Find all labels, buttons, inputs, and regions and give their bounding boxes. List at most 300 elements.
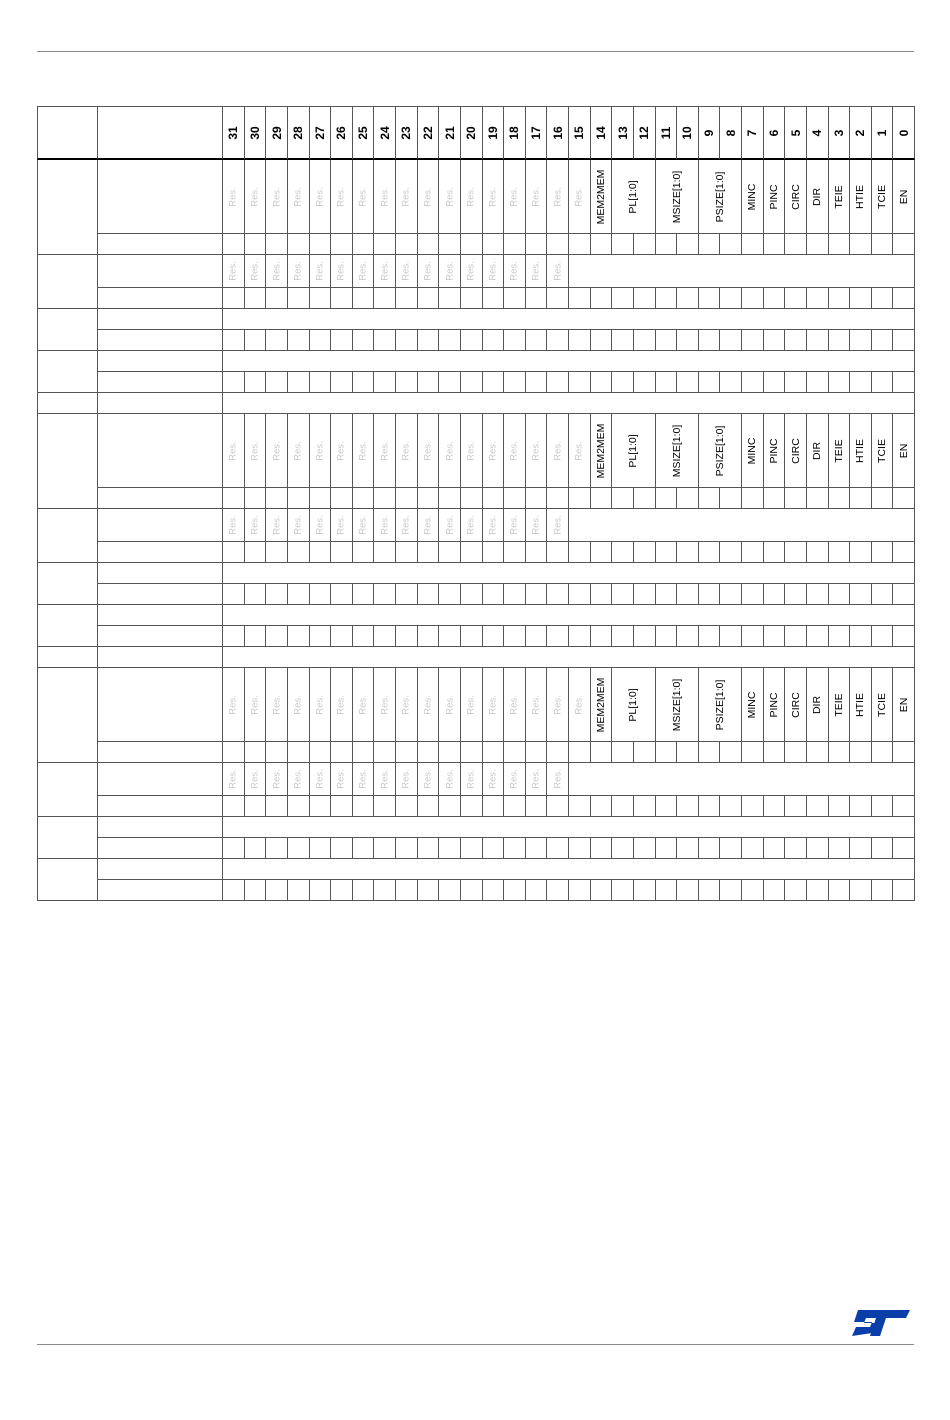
address-field-cell (223, 351, 915, 372)
reset-value-cell (331, 234, 353, 255)
reset-value-cell (266, 372, 288, 393)
reset-value-cell (785, 742, 807, 763)
reset-value-cell (720, 542, 742, 563)
reset-value-cell (829, 234, 851, 255)
reset-value-cell (245, 288, 267, 309)
reset-value-cell (807, 288, 829, 309)
reset-value-cell (764, 742, 786, 763)
reset-value-cell (893, 626, 915, 647)
reserved-bit-label: Res. (314, 769, 326, 789)
ccr-field-cell (591, 668, 613, 742)
reset-value-cell (310, 626, 332, 647)
reset-value-cell (504, 288, 526, 309)
reserved-bit-cell (266, 255, 288, 288)
bit-header (569, 106, 591, 160)
bit-header (461, 106, 483, 160)
reserved-bit-label: Res. (314, 186, 326, 207)
register-name-cell (98, 393, 223, 414)
reset-value-cell (547, 838, 569, 859)
reserved-bit-label: Res. (314, 261, 326, 281)
bit-number-label: 31 (226, 125, 241, 140)
reset-value-cell (742, 234, 764, 255)
reserved-bit-label: Res. (292, 186, 304, 207)
bit-number-label: 19 (485, 125, 500, 140)
reset-value-cell (526, 330, 548, 351)
reserved-bit-cell (483, 509, 505, 542)
reset-value-cell (418, 742, 440, 763)
reserved-bit-label: Res. (508, 515, 520, 535)
reset-value-cell (785, 542, 807, 563)
reset-value-cell (656, 488, 678, 509)
reserved-bit-cell (461, 668, 483, 742)
reset-value-cell (547, 626, 569, 647)
reset-value-cell (656, 626, 678, 647)
reset-value-cell (266, 288, 288, 309)
reset-value-cell (245, 372, 267, 393)
reset-value-cell (720, 796, 742, 817)
ccr-field-cell (656, 160, 699, 234)
reset-value-cell (526, 584, 548, 605)
bit-header (850, 106, 872, 160)
reset-value-cell (353, 626, 375, 647)
reset-value-cell (245, 796, 267, 817)
reset-value-cell (677, 796, 699, 817)
reset-value-cell (245, 742, 267, 763)
reset-value-cell (807, 542, 829, 563)
reserved-bit-cell (526, 668, 548, 742)
reset-value-cell (829, 330, 851, 351)
reserved-bit-label: Res. (508, 261, 520, 281)
bit-header (699, 106, 721, 160)
ccr-field-cell (807, 668, 829, 742)
reserved-bit-label: Res. (465, 261, 477, 281)
reserved-bit-label: Res. (335, 694, 347, 715)
reset-value-cell (634, 626, 656, 647)
reset-value-cell (634, 234, 656, 255)
ccr-field-label: CIRC (789, 691, 802, 718)
reset-value-cell (785, 880, 807, 901)
ccr-field-cell (872, 160, 894, 234)
reserved-bit-label: Res. (292, 440, 304, 461)
reset-value-cell (483, 626, 505, 647)
reset-value-cell (418, 584, 440, 605)
reset-value-cell (591, 626, 613, 647)
reserved-bit-cell (310, 255, 332, 288)
reset-value-cell (720, 584, 742, 605)
bit-number-label: 26 (334, 125, 349, 140)
reserved-bit-label: Res. (422, 261, 434, 281)
reserved-bit-cell (266, 509, 288, 542)
reset-value-cell (829, 796, 851, 817)
bit-header (245, 106, 267, 160)
ccr-field-cell (872, 668, 894, 742)
reset-value-cell (699, 288, 721, 309)
reserved-bit-cell (483, 255, 505, 288)
ccr-field-label: HTIE (854, 692, 867, 717)
reserved-bit-label: Res. (357, 769, 369, 789)
reserved-bit-label: Res. (227, 694, 239, 715)
reset-value-cell (807, 234, 829, 255)
reset-value-cell (742, 542, 764, 563)
offset-cell (37, 160, 98, 255)
reserved-bit-label: Res. (443, 769, 455, 789)
reset-value-cell (331, 542, 353, 563)
ccr-field-label: MEM2MEM (594, 677, 607, 732)
reserved-bit-cell (439, 160, 461, 234)
reserved-bit-cell (396, 414, 418, 488)
reset-value-cell (720, 372, 742, 393)
reserved-bit-label: Res. (357, 515, 369, 535)
ccr-field-label: MINC (746, 437, 759, 464)
reset-value-cell (439, 626, 461, 647)
reset-value-cell (245, 488, 267, 509)
reset-value-cell (720, 880, 742, 901)
reserved-bit-cell (396, 668, 418, 742)
reset-value-cell (677, 880, 699, 901)
reset-value-cell (288, 838, 310, 859)
reserved-register-cell (223, 647, 915, 668)
reset-value-cell (656, 796, 678, 817)
reset-value-cell (483, 796, 505, 817)
reset-value-cell (288, 330, 310, 351)
reserved-bit-label: Res. (508, 769, 520, 789)
reset-value-cell (310, 796, 332, 817)
bit-header (526, 106, 548, 160)
reserved-bit-label: Res. (443, 515, 455, 535)
bit-number-label: 17 (529, 125, 544, 140)
ccr-field-cell (656, 414, 699, 488)
reserved-bit-cell (288, 414, 310, 488)
reset-value-cell (396, 880, 418, 901)
reset-value-cell (266, 584, 288, 605)
reset-value-cell (288, 626, 310, 647)
reset-value-cell (353, 330, 375, 351)
ccr-field-label: PSIZE[1:0] (713, 425, 726, 476)
offset-cell (37, 509, 98, 563)
reset-value-cell (677, 542, 699, 563)
ccr-field-label: TCIE (875, 692, 888, 717)
ccr-field-cell (872, 414, 894, 488)
reserved-bit-label: Res. (249, 769, 261, 789)
reset-value-cell (764, 234, 786, 255)
reset-value-cell (785, 626, 807, 647)
reserved-bit-label: Res. (465, 769, 477, 789)
reserved-bit-label: Res. (573, 186, 585, 207)
bit-header (893, 106, 915, 160)
reset-value-cell (699, 234, 721, 255)
reserved-bit-cell (439, 414, 461, 488)
ccr-field-label: PSIZE[1:0] (713, 171, 726, 222)
reserved-bit-label: Res. (551, 694, 563, 715)
reserved-bit-label: Res. (292, 769, 304, 789)
reset-value-cell (656, 372, 678, 393)
reset-value-cell (418, 234, 440, 255)
reset-value-cell (504, 488, 526, 509)
reserved-bit-cell (331, 255, 353, 288)
reserved-bit-cell (547, 509, 569, 542)
reset-value-cell (569, 584, 591, 605)
reset-value-cell (266, 330, 288, 351)
address-field-cell (223, 859, 915, 880)
bit-number-label: 4 (810, 129, 825, 136)
bit-number-label: 27 (312, 125, 327, 140)
address-field-cell (223, 605, 915, 626)
reset-value-cell (547, 584, 569, 605)
reset-value-cell (742, 330, 764, 351)
reset-value-cell (829, 838, 851, 859)
ccr-field-cell (764, 414, 786, 488)
reserved-bit-label: Res. (422, 769, 434, 789)
bit-header (266, 106, 288, 160)
reset-value-cell (699, 542, 721, 563)
ccr-field-cell (742, 668, 764, 742)
offset-cell (37, 393, 98, 414)
reset-value-cell (504, 372, 526, 393)
reset-value-cell (288, 584, 310, 605)
reset-value-cell (461, 234, 483, 255)
reset-value-cell (699, 584, 721, 605)
reset-value-cell (764, 372, 786, 393)
reset-value-cell (785, 330, 807, 351)
reserved-bit-label: Res. (551, 440, 563, 461)
reserved-bit-label: Res. (551, 515, 563, 535)
reserved-bit-cell (396, 509, 418, 542)
reset-value-cell (223, 880, 245, 901)
reserved-bit-label: Res. (422, 694, 434, 715)
reserved-bit-cell (310, 160, 332, 234)
ccr-field-cell (829, 414, 851, 488)
offset-cell (37, 563, 98, 605)
ccr-field-label: PINC (767, 437, 780, 464)
reset-value-cell (396, 288, 418, 309)
ccr-field-cell (829, 160, 851, 234)
reserved-bit-cell (223, 668, 245, 742)
bit-number-label: 24 (377, 125, 392, 140)
reset-value-cell (483, 372, 505, 393)
reserved-bit-cell (331, 414, 353, 488)
reset-value-cell (807, 626, 829, 647)
reserved-bit-label: Res. (508, 186, 520, 207)
reset-value-cell (483, 542, 505, 563)
reset-value-cell (526, 234, 548, 255)
reset-value-cell (850, 542, 872, 563)
reserved-bit-cell (504, 414, 526, 488)
reserved-bit-cell (374, 160, 396, 234)
reserved-bit-label: Res. (422, 440, 434, 461)
ccr-field-label: TEIE (832, 692, 845, 717)
reset-value-cell (850, 838, 872, 859)
reset-value-cell (504, 742, 526, 763)
ndt-field-cell (569, 763, 915, 796)
reset-value-cell (461, 742, 483, 763)
reserved-bit-cell (483, 668, 505, 742)
reset-value-cell (872, 288, 894, 309)
register-name-cell (98, 668, 223, 742)
reserved-bit-label: Res. (378, 694, 390, 715)
bit-header (547, 106, 569, 160)
reset-value-cell (526, 742, 548, 763)
reserved-bit-label: Res. (249, 694, 261, 715)
bit-header (612, 106, 634, 160)
reset-value-cell (829, 542, 851, 563)
ccr-field-label: DIR (810, 187, 823, 206)
reset-value-cell (504, 838, 526, 859)
reset-value-cell (310, 372, 332, 393)
reset-value-cell (504, 234, 526, 255)
reserved-bit-cell (288, 160, 310, 234)
reset-value-cell (418, 796, 440, 817)
reset-value-cell (461, 626, 483, 647)
st-logo (848, 1306, 912, 1340)
reset-value-cell (526, 796, 548, 817)
reserved-bit-cell (461, 509, 483, 542)
reset-value-cell (374, 880, 396, 901)
register-name-cell (98, 880, 223, 901)
reset-value-cell (569, 742, 591, 763)
reset-value-cell (418, 488, 440, 509)
reset-value-cell (374, 796, 396, 817)
reset-value-cell (353, 838, 375, 859)
reset-value-cell (374, 626, 396, 647)
reset-value-cell (547, 372, 569, 393)
reset-value-cell (656, 288, 678, 309)
bit-number-label: 20 (464, 125, 479, 140)
reset-value-cell (223, 796, 245, 817)
ccr-field-cell (591, 160, 613, 234)
reset-value-cell (612, 880, 634, 901)
reserved-bit-label: Res. (378, 261, 390, 281)
reset-value-cell (634, 542, 656, 563)
reset-value-cell (742, 584, 764, 605)
reset-value-cell (872, 584, 894, 605)
reset-value-cell (461, 330, 483, 351)
reserved-bit-label: Res. (314, 440, 326, 461)
reset-value-cell (439, 838, 461, 859)
reset-value-cell (634, 796, 656, 817)
reset-value-cell (461, 542, 483, 563)
reset-value-cell (699, 372, 721, 393)
offset-cell (37, 351, 98, 393)
reset-value-cell (764, 880, 786, 901)
reset-value-cell (569, 626, 591, 647)
reserved-bit-cell (418, 509, 440, 542)
reset-value-cell (850, 330, 872, 351)
reset-value-cell (439, 330, 461, 351)
bit-number-label: 13 (615, 125, 630, 140)
reset-value-cell (374, 288, 396, 309)
bit-number-label: 1 (875, 129, 890, 136)
reset-value-cell (612, 838, 634, 859)
register-name-cell (98, 626, 223, 647)
reserved-bit-cell (461, 255, 483, 288)
ccr-field-cell (699, 668, 742, 742)
reset-value-cell (807, 796, 829, 817)
register-name-cell (98, 255, 223, 288)
reserved-bit-cell (461, 160, 483, 234)
reset-value-cell (591, 742, 613, 763)
ccr-field-cell (850, 414, 872, 488)
reset-value-cell (699, 626, 721, 647)
reserved-bit-cell (310, 668, 332, 742)
reset-value-cell (634, 330, 656, 351)
reset-value-cell (569, 330, 591, 351)
ccr-field-label: MINC (746, 691, 759, 718)
reserved-bit-label: Res. (422, 515, 434, 535)
ccr-field-label: TCIE (875, 184, 888, 209)
reset-value-cell (764, 330, 786, 351)
reserved-bit-cell (526, 160, 548, 234)
ccr-field-label: PL[1:0] (627, 433, 640, 468)
offset-cell (37, 668, 98, 763)
reserved-bit-cell (461, 414, 483, 488)
reset-value-cell (872, 626, 894, 647)
reset-value-cell (807, 742, 829, 763)
reset-value-cell (612, 234, 634, 255)
reset-value-cell (893, 796, 915, 817)
reserved-bit-label: Res. (530, 515, 542, 535)
bit-header (720, 106, 742, 160)
bit-number-label: 2 (853, 129, 868, 136)
ccr-field-cell (612, 668, 655, 742)
reserved-bit-label: Res. (314, 515, 326, 535)
reset-value-cell (656, 742, 678, 763)
reset-value-cell (612, 330, 634, 351)
ccr-field-cell (656, 668, 699, 742)
reset-value-cell (850, 880, 872, 901)
reset-value-cell (872, 330, 894, 351)
reset-value-cell (266, 742, 288, 763)
reset-value-cell (288, 372, 310, 393)
reset-value-cell (504, 330, 526, 351)
ccr-field-cell (893, 668, 915, 742)
reset-value-cell (720, 838, 742, 859)
reset-value-cell (850, 234, 872, 255)
reset-value-cell (807, 584, 829, 605)
reserved-bit-cell (569, 668, 591, 742)
reserved-bit-label: Res. (422, 186, 434, 207)
reserved-bit-label: Res. (551, 769, 563, 789)
reserved-bit-label: Res. (551, 261, 563, 281)
reset-value-cell (439, 234, 461, 255)
reserved-bit-cell (353, 255, 375, 288)
bit-number-label: 6 (766, 129, 781, 136)
reserved-bit-label: Res. (530, 694, 542, 715)
reset-value-cell (547, 796, 569, 817)
reserved-bit-label: Res. (270, 186, 282, 207)
reset-value-cell (872, 488, 894, 509)
reserved-bit-cell (374, 509, 396, 542)
ccr-field-cell (699, 160, 742, 234)
register-name-cell (98, 563, 223, 584)
bit-number-label: 30 (247, 125, 262, 140)
reset-value-cell (893, 742, 915, 763)
reserved-bit-cell (245, 509, 267, 542)
reserved-bit-label: Res. (400, 694, 412, 715)
bit-number-label: 8 (723, 129, 738, 136)
reserved-bit-label: Res. (227, 440, 239, 461)
reset-value-cell (245, 234, 267, 255)
reserved-bit-label: Res. (400, 440, 412, 461)
reset-value-cell (829, 584, 851, 605)
offset-cell (37, 763, 98, 817)
reserved-bit-cell (418, 255, 440, 288)
reserved-bit-label: Res. (249, 440, 261, 461)
bit-number-label: 14 (593, 125, 608, 140)
reset-value-cell (418, 330, 440, 351)
reset-value-cell (461, 838, 483, 859)
reset-value-cell (591, 488, 613, 509)
reserved-bit-label: Res. (551, 186, 563, 207)
